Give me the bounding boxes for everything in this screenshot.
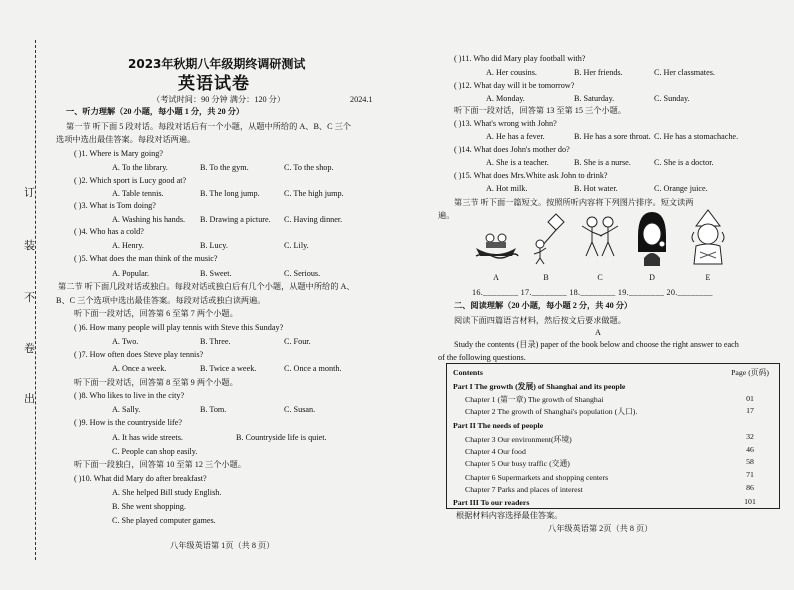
option: B. Twice a week. (200, 364, 257, 373)
section-heading: 二、阅读理解（20 小题，每小题 2 分，共 40 分） (454, 301, 633, 310)
question-instruction: 根据材料内容选择最佳答案。 (456, 511, 563, 520)
instruction-text: 第二节 听下面几段对话或独白。每段对话或独白后有几个小题，从题中所给的 A、 (58, 282, 355, 291)
option: B. She went shopping. (112, 502, 186, 511)
option: B. Countryside life is quiet. (236, 433, 327, 442)
contents-part: Part I The growth (发展) of Shanghai and its people (453, 382, 626, 391)
chapter-page: 01 (746, 394, 754, 403)
picture-sequence (470, 208, 742, 282)
option: C. She played computer games. (112, 516, 216, 525)
instruction-text: 第三节 听下面一篇短文。按照所听内容将下列图片排序。短文读两 (454, 198, 694, 207)
option: C. Lily. (284, 241, 309, 250)
option: A. Henry. (112, 241, 144, 250)
contents-chapter: Chapter 3 Our environment(环境) (465, 435, 572, 444)
listen-instruction: 听下面一段独白，回答第 10 至第 12 三个小题。 (74, 460, 246, 469)
contents-chapter: Chapter 4 Our food (465, 447, 526, 456)
boat-picture (472, 208, 520, 266)
option: B. To the gym. (200, 163, 249, 172)
option: A. Once a week. (112, 364, 167, 373)
picture-c (576, 208, 624, 282)
question-1: ( )1. Where is Mary going? (74, 149, 163, 158)
question-11: ( )11. Who did Mary play football with? (454, 54, 586, 63)
question-14: ( )14. What does John's mother do? (454, 145, 570, 154)
option: A. Hot milk. (486, 184, 528, 193)
option: B. Saturday. (574, 94, 615, 103)
option: B. He has a sore throat. (574, 132, 651, 141)
option: B. Tom. (200, 405, 227, 414)
chapter-page: 58 (746, 457, 754, 466)
option: C. The high jump. (284, 189, 344, 198)
binding-line (35, 40, 36, 560)
contents-part: Part III To our readers (453, 498, 530, 507)
listen-instruction: 听下面一段对话，回答第 13 至第 15 三个小题。 (454, 106, 626, 115)
binding-mark: 装 (24, 235, 35, 255)
picture-label: B (543, 273, 549, 282)
option: A. She helped Bill study English. (112, 488, 222, 497)
question-9: ( )9. How is the countryside life? (74, 418, 183, 427)
question-10: ( )10. What did Mary do after breakfast? (74, 474, 207, 483)
option: C. Having dinner. (284, 215, 343, 224)
dancing-picture (576, 208, 624, 266)
option: B. She is a nurse. (574, 158, 631, 167)
passage-intro: of the following questions. (438, 353, 526, 362)
option: B. Lucy. (200, 241, 228, 250)
question-12: ( )12. What day will it be tomorrow? (454, 81, 575, 90)
option: C. He has a stomachache. (654, 132, 739, 141)
option: C. Susan. (284, 405, 316, 414)
section-heading: 一、听力理解（20 小题，每小题 1 分，共 20 分） (66, 107, 245, 116)
chapter-page: 101 (744, 497, 756, 506)
chapter-page: 46 (746, 445, 754, 454)
option: B. Drawing a picture. (200, 215, 271, 224)
contents-chapter: Chapter 6 Supermarkets and shopping centers (465, 473, 609, 482)
question-13: ( )13. What's wrong with John? (454, 119, 557, 128)
option: C. Orange juice. (654, 184, 708, 193)
option: A. He has a fever. (486, 132, 545, 141)
picture-label: D (649, 273, 655, 282)
contents-chapter: Chapter 1 (第一章) The growth of Shanghai (465, 395, 604, 404)
option: A. Two. (112, 337, 139, 346)
chapter-page: 17 (746, 406, 754, 415)
binding-mark: 订 (24, 182, 35, 202)
page-footer: 八年级英语第 1页（共 8 页） (170, 541, 275, 550)
option: C. She is a doctor. (654, 158, 714, 167)
instruction-text: 遍。 (438, 211, 455, 220)
option: A. Sally. (112, 405, 141, 414)
instruction-text: 选项中选出最佳答案。每段对话两遍。 (56, 135, 196, 144)
option: B. Hot water. (574, 184, 618, 193)
question-8: ( )8. Who likes to live in the city? (74, 391, 185, 400)
question-7: ( )7. How often does Steve play tennis? (74, 350, 204, 359)
picture-b (522, 208, 570, 282)
passage-label: A (595, 328, 601, 337)
chapter-page: 86 (746, 483, 754, 492)
question-15: ( )15. What does Mrs.White ask John to drink? (454, 171, 608, 180)
binding-mark: 出 (24, 388, 35, 408)
contents-chapter: Chapter 2 The growth of Shanghai's population (人口). (465, 407, 638, 416)
option: C. Four. (284, 337, 311, 346)
girl-picture (628, 208, 676, 266)
question-4: ( )4. Who has a cold? (74, 227, 144, 236)
binding-margin (0, 0, 44, 590)
exam-info: （考试时间：90 分钟 满分：120 分） (152, 95, 286, 104)
listen-instruction: 听下面一段对话，回答第 6 至第 7 两个小题。 (74, 309, 238, 318)
contents-chapter: Chapter 5 Our busy traffic (交通) (465, 459, 570, 468)
chapter-page: 71 (746, 470, 754, 479)
option: C. Her classmates. (654, 68, 715, 77)
contents-header: Contents (453, 368, 483, 377)
option: A. She is a teacher. (486, 158, 549, 167)
picture-e (684, 208, 732, 282)
option: A. To the library. (112, 163, 168, 172)
picture-label: E (705, 273, 711, 282)
order-answer-blanks[interactable]: 16.________ 17.________ 18.________ 19.________ 20.________ (472, 288, 713, 297)
picture-a (472, 208, 520, 282)
instruction-text: B、C 三个选项中选出最佳答案。每段对话或独白读两遍。 (56, 296, 266, 305)
picture-label: A (493, 273, 499, 282)
exam-title: 2023年秋期八年级期终调研测试 (128, 57, 306, 71)
option: A. It has wide streets. (112, 433, 183, 442)
kite-picture (522, 208, 570, 266)
binding-mark: 卷 (24, 338, 35, 358)
instruction-text: 第一节 听下面 5 段对话。每段对话后有一个小题，从题中所给的 A、B、C 三个 (66, 122, 351, 131)
question-5: ( )5. What does the man think of the music? (74, 254, 218, 263)
option: A. Popular. (112, 269, 150, 278)
option: A. Washing his hands. (112, 215, 186, 224)
page-footer: 八年级英语第 2页（共 8 页） (548, 524, 653, 533)
option: A. Table tennis. (112, 189, 164, 198)
instruction-text: 阅读下面四篇语言材料，然后按文后要求做题。 (454, 316, 626, 325)
option: B. Sweet. (200, 269, 232, 278)
option: B. The long jump. (200, 189, 260, 198)
contents-chapter: Chapter 7 Parks and places of interest (465, 485, 583, 494)
chapter-page: 32 (746, 432, 754, 441)
contents-part: Part II The needs of people (453, 421, 544, 430)
option: C. Serious. (284, 269, 321, 278)
clown-picture (684, 208, 732, 266)
option: C. Once a month. (284, 364, 342, 373)
option: C. To the shop. (284, 163, 334, 172)
option: C. People can shop easily. (112, 447, 198, 456)
contents-table (446, 363, 780, 509)
page-column-header: Page (页码) (731, 368, 769, 377)
listen-instruction: 听下面一段对话，回答第 8 至第 9 两个小题。 (74, 378, 238, 387)
binding-mark: 不 (24, 287, 35, 307)
option: B. Her friends. (574, 68, 623, 77)
exam-date: 2024.1 (350, 95, 373, 104)
option: B. Three. (200, 337, 231, 346)
passage-intro: Study the contents (目录) paper of the book below and choose the right answer to each (454, 340, 739, 349)
question-3: ( )3. What is Tom doing? (74, 201, 156, 210)
exam-subject: 英语试卷 (178, 74, 250, 94)
option: A. Monday. (486, 94, 525, 103)
question-2: ( )2. Which sport is Lucy good at? (74, 176, 187, 185)
picture-label: C (597, 273, 603, 282)
option: C. Sunday. (654, 94, 690, 103)
picture-d (628, 208, 676, 282)
question-6: ( )6. How many people will play tennis with Steve this Sunday? (74, 323, 284, 332)
option: A. Her cousins. (486, 68, 537, 77)
